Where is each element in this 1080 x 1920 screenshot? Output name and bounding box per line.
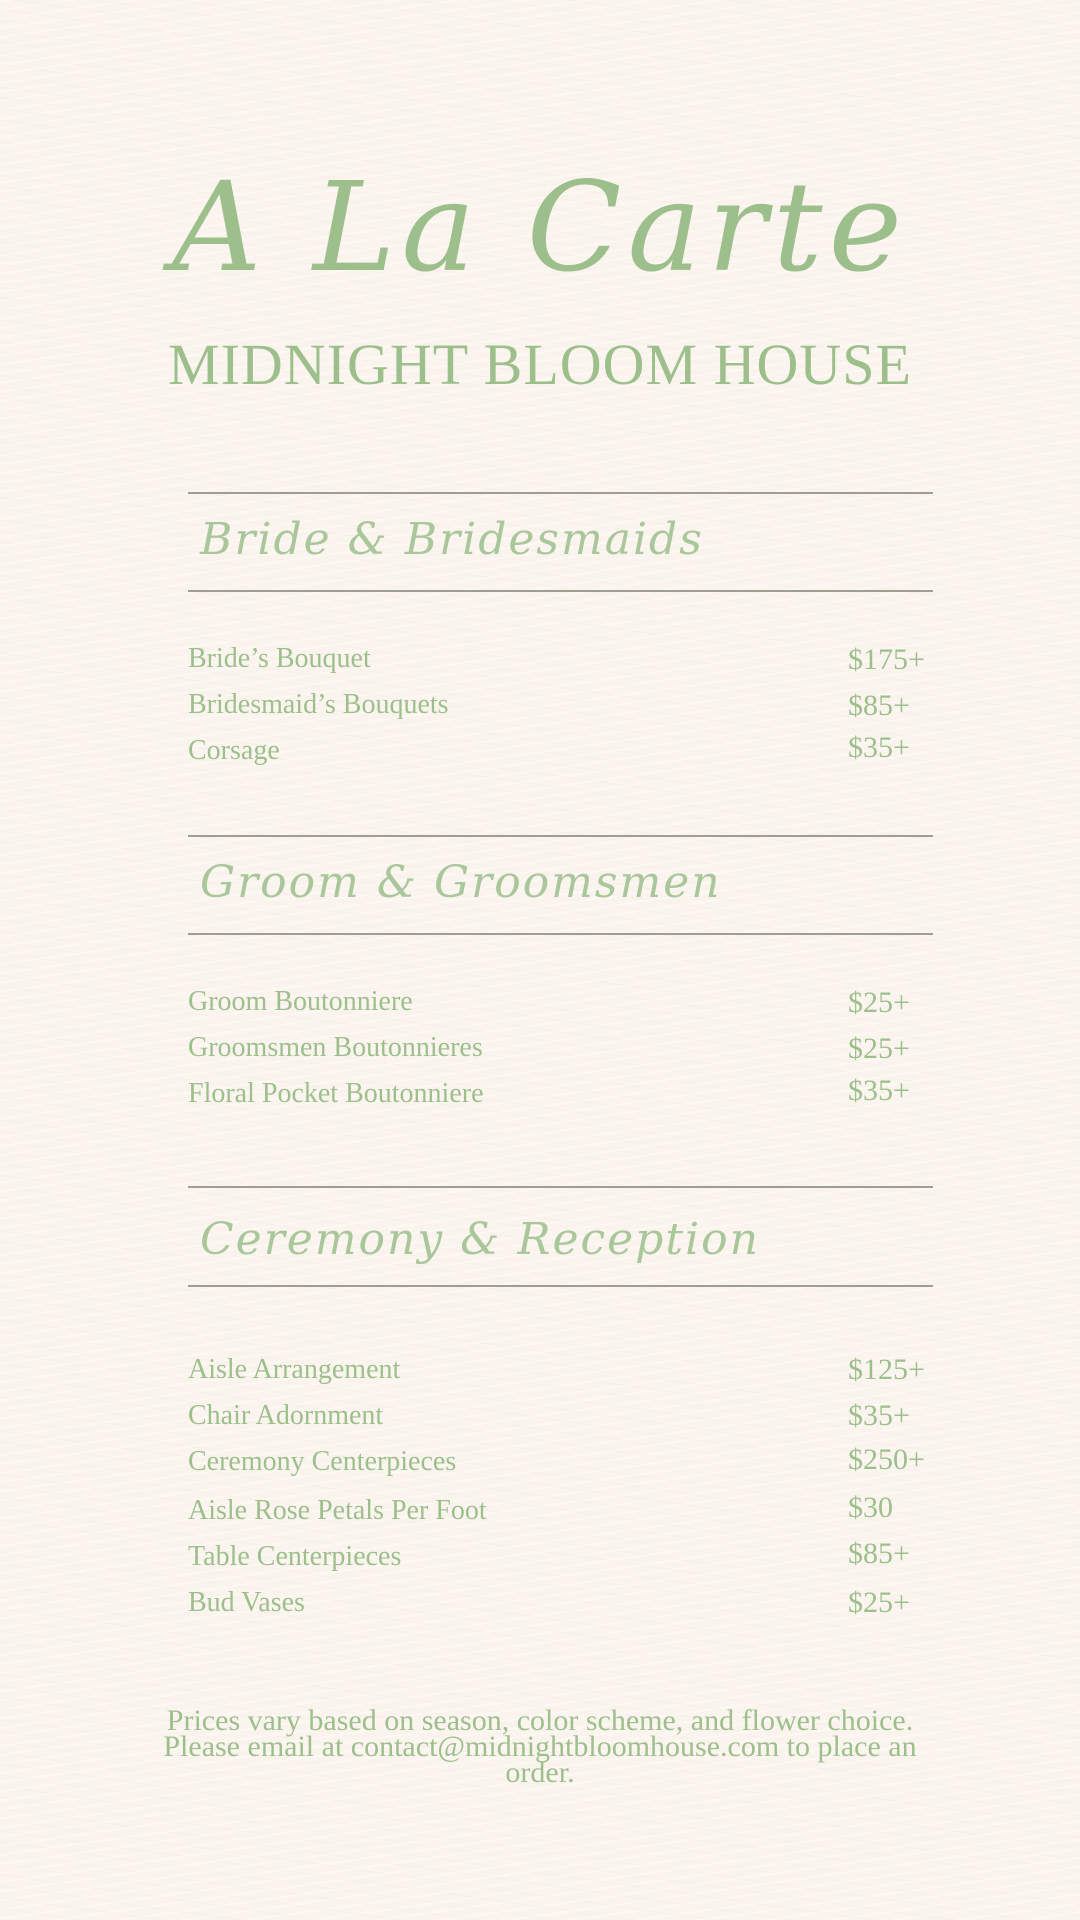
section-divider [188, 492, 933, 494]
menu-item-price: $35+ [848, 731, 910, 764]
menu-item-name: Aisle Arrangement [188, 1354, 401, 1385]
section-divider [188, 1285, 933, 1287]
menu-item-name: Bridesmaid’s Bouquets [188, 689, 449, 720]
section-divider [188, 590, 933, 592]
menu-item-price: $175+ [848, 643, 925, 676]
pricing-note: Prices vary based on season, color scheme, and flower choice. Please email at contact@midnightbloomhouse.com to place an order. [163, 1704, 917, 1789]
menu-item-price: $30 [848, 1491, 893, 1524]
menu-item-name: Aisle Rose Petals Per Foot [188, 1495, 487, 1526]
menu-item-price: $25+ [848, 1032, 910, 1065]
menu-item-price: $125+ [848, 1353, 925, 1386]
menu-item-name: Floral Pocket Boutonniere [188, 1078, 484, 1109]
menu-item-name: Chair Adornment [188, 1400, 384, 1431]
menu-item-price: $35+ [848, 1074, 910, 1107]
section-divider [188, 933, 933, 935]
business-name: MIDNIGHT BLOOM HOUSE [168, 332, 912, 397]
menu-item-name: Ceremony Centerpieces [188, 1446, 457, 1477]
menu-item-name: Table Centerpieces [188, 1541, 402, 1572]
menu-item-name: Corsage [188, 735, 280, 766]
menu-item-price: $25+ [848, 986, 910, 1019]
section-title-groom: Groom & Groomsmen [200, 857, 722, 908]
menu-title: A La Carte [172, 156, 908, 300]
menu-item-name: Groomsmen Boutonnieres [188, 1032, 483, 1063]
menu-item-price: $85+ [848, 1537, 910, 1570]
menu-item-price: $25+ [848, 1586, 910, 1619]
menu-item-price: $250+ [848, 1443, 925, 1476]
menu-item-name: Bud Vases [188, 1587, 305, 1618]
menu-item-price: $35+ [848, 1399, 910, 1432]
menu-item-name: Groom Boutonniere [188, 986, 413, 1017]
menu-item-price: $85+ [848, 689, 910, 722]
section-title-bride: Bride & Bridesmaids [200, 514, 704, 565]
section-title-ceremony: Ceremony & Reception [200, 1214, 760, 1265]
menu-item-name: Bride’s Bouquet [188, 643, 371, 674]
section-divider [188, 835, 933, 837]
section-divider [188, 1186, 933, 1188]
